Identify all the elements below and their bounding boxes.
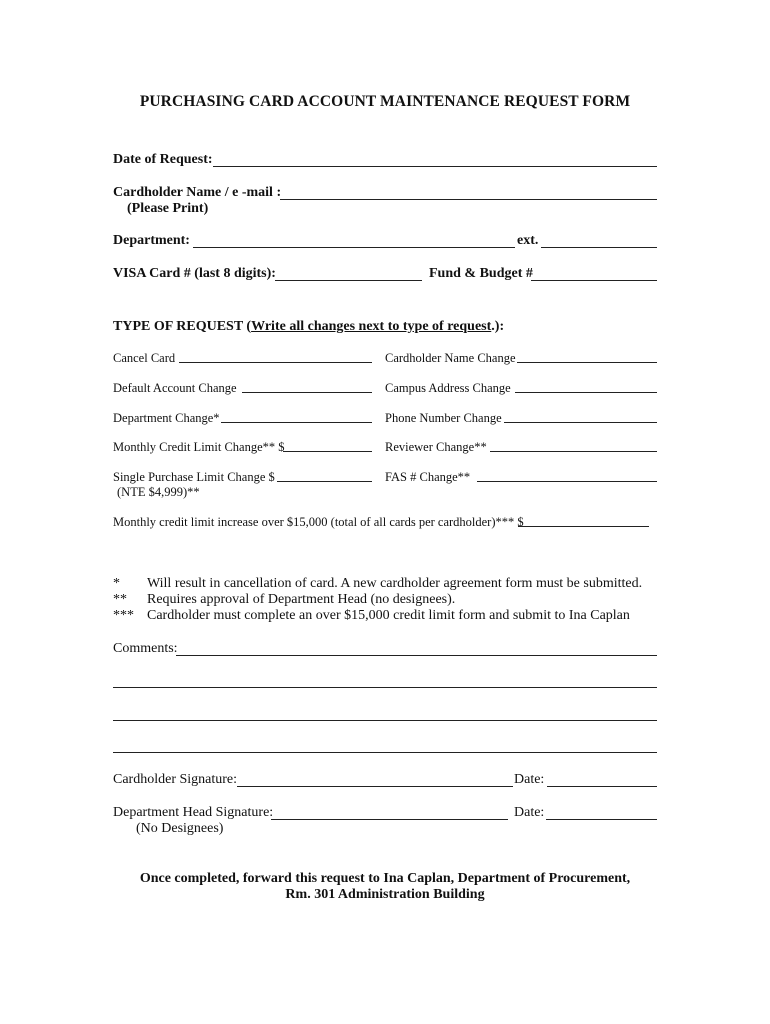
visa-card-field[interactable] [275,280,422,281]
form-title: PURCHASING CARD ACCOUNT MAINTENANCE REQUEST FORM [139,93,631,110]
ext-label: ext. [517,233,539,248]
cardholder-signature-label: Cardholder Signature: [113,772,238,787]
department-change-field[interactable] [221,422,372,423]
date-of-request-label: Date of Request: [113,152,213,167]
cardholder-signature-field[interactable] [237,786,513,787]
cancel-card-label: Cancel Card [113,351,176,365]
cardholder-date-label: Date: [514,772,545,787]
monthly-credit-increase-label: Monthly credit limit increase over $15,000 (total of all cards per cardholder)*** $ [113,515,524,529]
fas-change-label: FAS # Change** [385,470,471,484]
phone-number-change-field[interactable] [504,422,657,423]
monthly-credit-limit-change-label: Monthly Credit Limit Change** $ [113,440,285,454]
cardholder-date-field[interactable] [547,786,657,787]
footer-instruction-line-1: Once completed, forward this request to Ina Caplan, Department of Procurement, [139,871,631,886]
department-head-signature-field[interactable] [271,819,508,820]
no-designees-note: (No Designees) [136,821,224,836]
comments-field-line-2[interactable] [113,687,657,688]
cancel-card-field[interactable] [179,362,372,363]
campus-address-change-field[interactable] [515,392,657,393]
note-mark-single: * [113,576,120,591]
cardholder-name-change-label: Cardholder Name Change [385,351,516,365]
comments-field-line-3[interactable] [113,720,657,721]
note-text-triple: Cardholder must complete an over $15,000 credit limit form and submit to Ina Caplan [147,608,630,623]
type-of-request-heading: TYPE OF REQUEST (Write all changes next to type of request.): [113,319,505,334]
fund-budget-field[interactable] [531,280,657,281]
reviewer-change-field[interactable] [490,451,657,452]
note-mark-double: ** [113,592,127,607]
note-text-single: Will result in cancellation of card. A new cardholder agreement form must be submitted. [147,576,643,591]
phone-number-change-label: Phone Number Change [385,411,502,425]
footer-instruction-line-2: Rm. 301 Administration Building [285,887,485,902]
department-change-label: Department Change* [113,411,220,425]
department-field[interactable] [193,247,515,248]
cardholder-name-field[interactable] [280,199,657,200]
please-print-note: (Please Print) [127,201,209,216]
campus-address-change-label: Campus Address Change [385,381,511,395]
department-head-date-field[interactable] [546,819,657,820]
cardholder-name-label: Cardholder Name / e -mail : [113,185,282,200]
visa-card-label: VISA Card # (last 8 digits): [113,266,276,281]
default-account-change-field[interactable] [242,392,372,393]
single-purchase-limit-change-label: Single Purchase Limit Change $ [113,470,275,484]
date-of-request-field[interactable] [213,166,657,167]
comments-field-line-1[interactable] [176,655,657,656]
ext-field[interactable] [541,247,657,248]
comments-label: Comments: [113,641,178,656]
department-label: Department: [113,233,190,248]
nte-note: (NTE $4,999)** [117,485,200,499]
fas-change-field[interactable] [477,481,657,482]
note-text-double: Requires approval of Department Head (no designees). [147,592,456,607]
monthly-credit-increase-field[interactable] [518,526,649,527]
fund-budget-label: Fund & Budget # [429,266,533,281]
note-mark-triple: *** [113,608,134,623]
department-head-date-label: Date: [514,805,545,820]
reviewer-change-label: Reviewer Change** [385,440,487,454]
monthly-credit-limit-change-field[interactable] [283,451,372,452]
single-purchase-limit-change-field[interactable] [277,481,372,482]
default-account-change-label: Default Account Change [113,381,237,395]
cardholder-name-change-field[interactable] [517,362,657,363]
comments-field-line-4[interactable] [113,752,657,753]
department-head-signature-label: Department Head Signature: [113,805,274,820]
